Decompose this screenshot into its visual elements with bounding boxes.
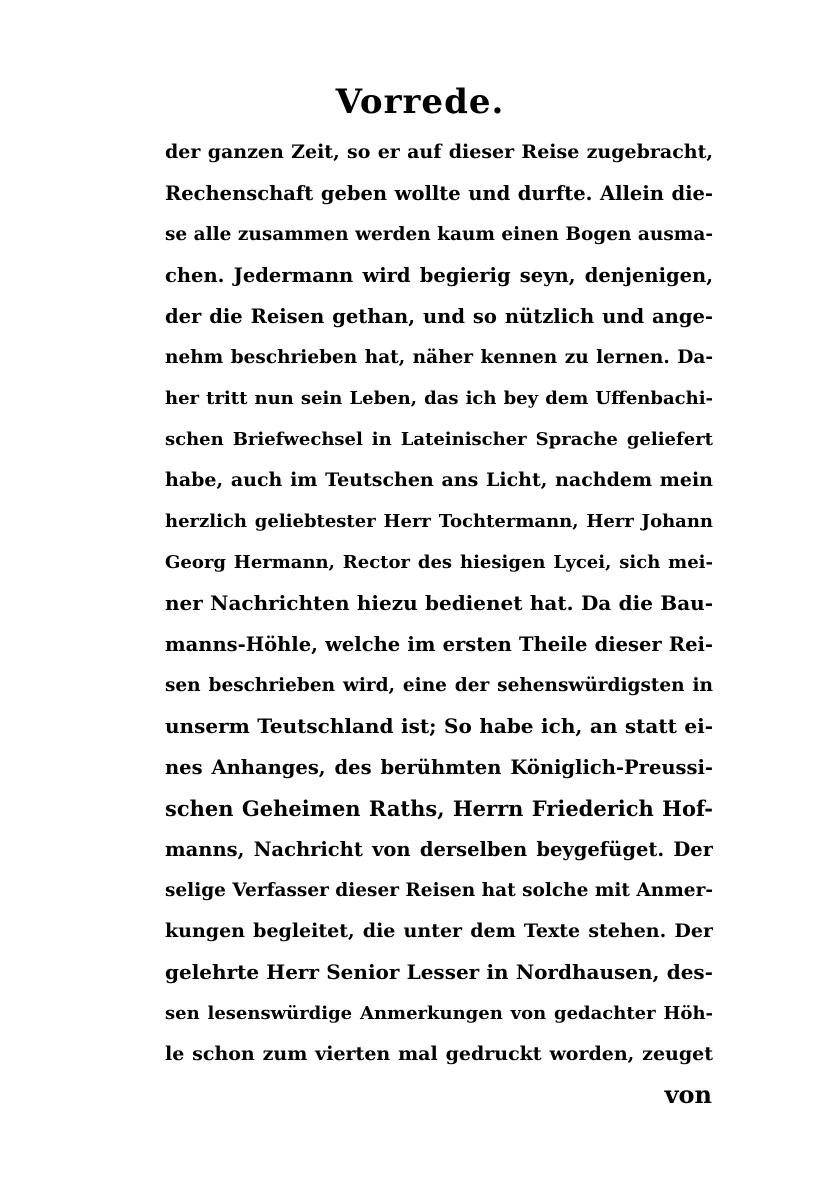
text-line: der ganzen Zeit, so er auf dieser Reise zugebracht, (165, 141, 713, 163)
text-line: der die Reisen gethan, und so nützlich und ange- (165, 305, 713, 328)
catchword: von (664, 1080, 712, 1109)
text-line: manns, Nachricht von derselben beygefüget. Der (165, 838, 713, 861)
running-header: Vorrede. (335, 82, 505, 122)
text-line: le schon zum vierten mal gedruckt worden, zeuget (165, 1043, 713, 1065)
text-line: ner Nachrichten hiezu bedienet hat. Da die Bau- (165, 591, 713, 615)
text-line: herzlich geliebtester Herr Tochtermann, Herr Johann (165, 511, 713, 532)
text-line: schen Geheimen Raths, Herrn Friederich Hof- (165, 796, 713, 821)
text-line: schen Briefwechsel in Lateinischer Sprache geliefert (165, 429, 713, 450)
text-line: sen beschrieben wird, eine der sehenswürdigsten in (165, 675, 713, 696)
text-line: nes Anhanges, des berühmten Königlich-Preussi- (165, 756, 713, 779)
text-line: Rechenschaft geben wollte und durfte. Allein die- (165, 182, 713, 205)
text-line: se alle zusammen werden kaum einen Bogen ausma- (165, 224, 713, 245)
text-line: nehm beschrieben hat, näher kennen zu lernen. Da- (165, 347, 713, 368)
text-line: her tritt nun sein Leben, das ich bey dem Uffenbachi- (165, 388, 713, 409)
body-text (165, 132, 713, 1075)
text-line: selige Verfasser dieser Reisen hat solche mit Anmer- (165, 880, 713, 901)
text-line: kungen begleitet, die unter dem Texte stehen. Der (165, 920, 713, 942)
text-line: Georg Hermann, Rector des hiesigen Lycei, sich mei- (165, 552, 713, 573)
text-line: unserm Teutschland ist; So habe ich, an statt ei- (165, 714, 713, 738)
text-line: gelehrte Herr Senior Lesser in Nordhausen, des- (165, 960, 713, 984)
text-line: manns-Höhle, welche im ersten Theile dieser Rei- (165, 633, 713, 656)
text-line: habe, auch im Teutschen ans Licht, nachdem mein (165, 469, 713, 491)
text-line: chen. Jedermann wird begierig seyn, denjenigen, (165, 264, 713, 287)
text-line: sen lesenswürdige Anmerkungen von gedachter Höh- (165, 1003, 713, 1024)
